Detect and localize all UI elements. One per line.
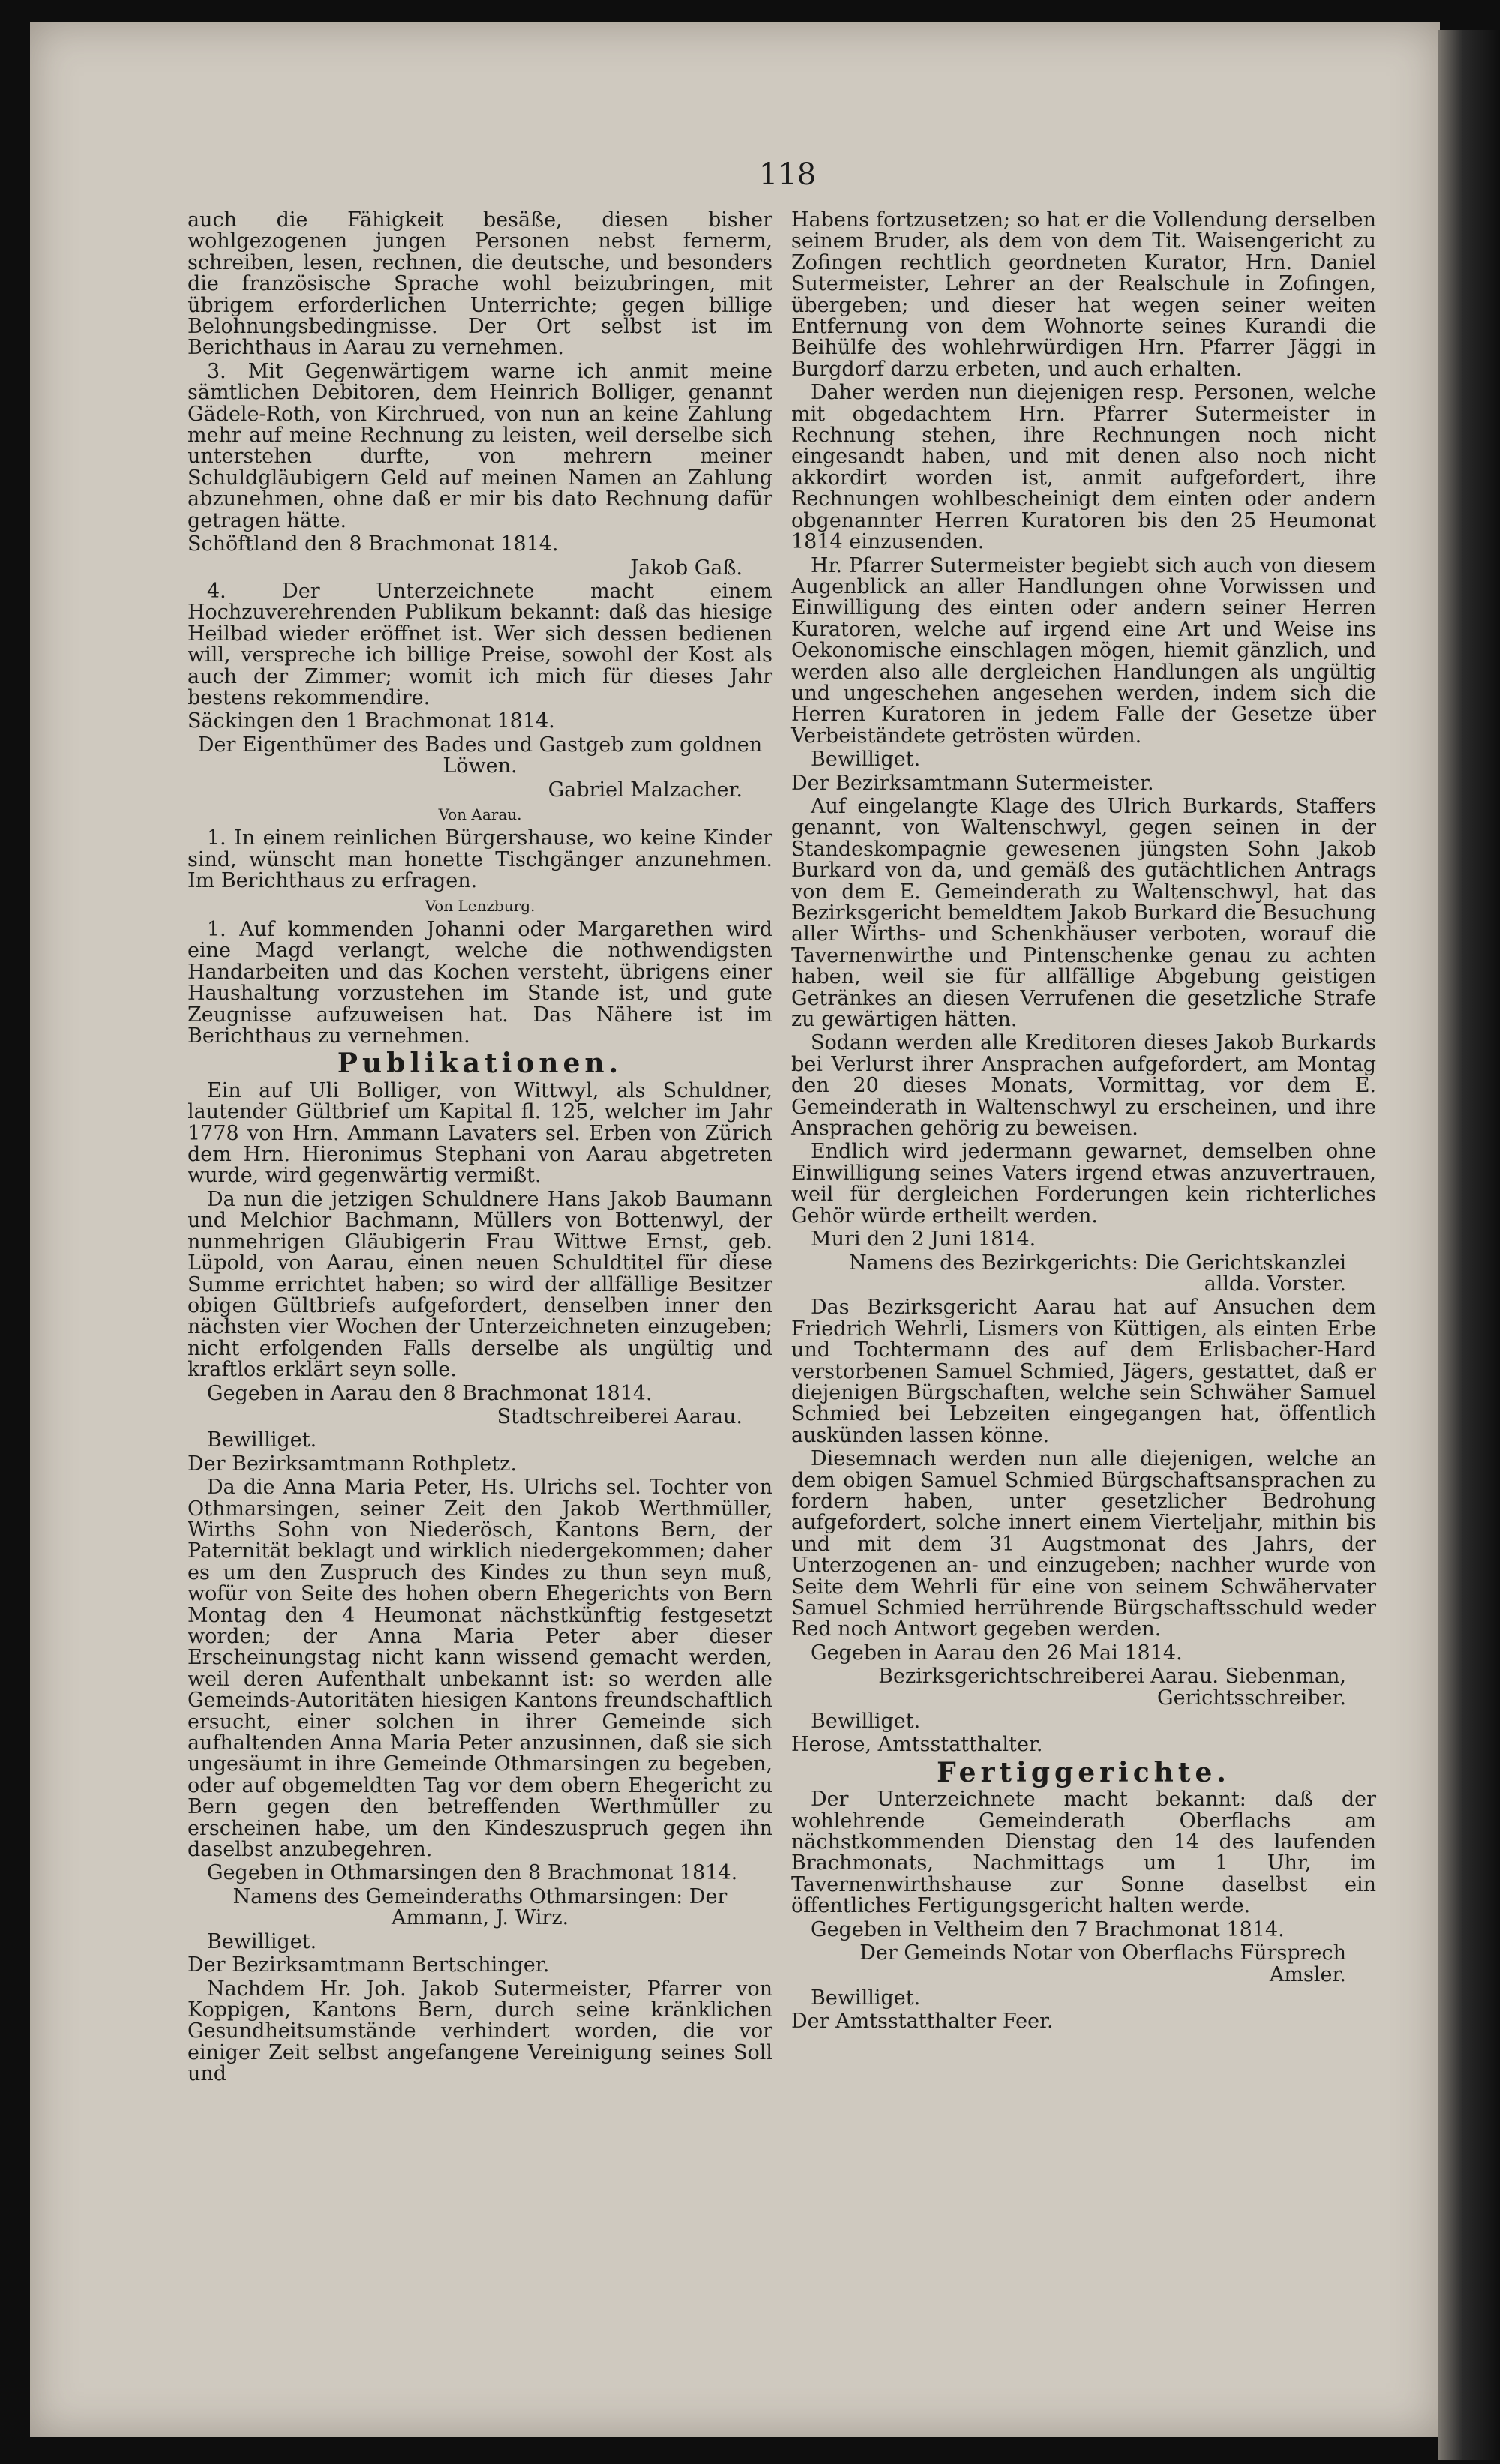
- paragraph: Herose, Amtsstatthalter.: [791, 1733, 1043, 1757]
- right-column: [791, 210, 1376, 2035]
- signature: Namens des Bezirkgerichts: Die Gerichtskanzlei allda. Vorster.: [849, 1251, 1346, 1296]
- paragraph: Da nun die jetzigen Schuldnere Hans Jakob Baumann und Melchior Bachmann, Müllers von Bottenwyl, der nunmehrigen Gläubigerin Frau Wittwe Ernst, geb. Lüpold, von Aarau, einen neuen Schuldtitel für diese Summe errichtet haben; so wird der allfällige Besitzer obigen Gültbriefs aufgefordert, denselben inner den nächsten vier Wochen der Unterzeichneten einzugeben; nicht erfolgenden Falls derselbe als ungültig und kraftlos erklärt seyn solle.: [188, 1187, 772, 1382]
- paragraph: Da die Anna Maria Peter, Hs. Ulrichs sel. Tochter von Othmarsingen, seiner Zeit den Jakob Werthmüller, Wirths Sohn von Niederösch, Kantons Bern, der Paternität beklagt und wirklich niedergekommen; daher es um den Zuspruch des Kindes zu thun seyn muß, wofür von Seite des hohen obern Ehegerichts von Bern Montag den 4 Heumonat nächstkünftig festgesetzt worden; der Anna Maria Peter aber dieser Erscheinungstag nicht kann wissend gemacht werden, weil deren Aufenthalt unbekannt ist: so werden alle Gemeinds-Autoritäten hiesigen Kantons freundschaftlich ersucht, einer solchen in ihrer Gemeinde sich aufhaltenden Anna Maria Peter anzusinnen, daß sie sich ungesäumt in ihre Gemeinde Othmarsingen zu begeben, oder auf obgemeldten Tag vor dem obern Ehegericht zu Bern gegen den betreffenden Werthmüller zu erscheinen habe, um den Kindeszuspruch gegen ihn daselbst anzubegehren.: [188, 1476, 772, 1862]
- signature: Stadtschreiberei Aarau.: [496, 1404, 742, 1428]
- section-heading: Publikationen.: [337, 1048, 623, 1080]
- paragraph: Sodann werden alle Kreditoren dieses Jakob Burkards bei Verlurst ihrer Ansprachen aufgefordert, am Montag den 20 dieses Monats, Vormittag, vor dem E. Gemeinderath in Waltenschwyl zu erscheinen, und ihre Ansprachen gehörig zu beweisen.: [791, 1031, 1376, 1141]
- paragraph: Gegeben in Othmarsingen den 8 Brachmonat 1814.: [207, 1861, 738, 1885]
- paragraph: Der Bezirksamtmann Bertschinger.: [188, 1953, 550, 1977]
- paragraph: Bewilliget.: [207, 1428, 317, 1452]
- paragraph: Gegeben in Veltheim den 7 Brachmonat 1814.: [811, 1917, 1285, 1941]
- paragraph: Endlich wird jedermann gewarnet, demselben ohne Einwilligung seines Vaters irgend etwas anzuvertrauen, weil für dergleichen Forderungen kein richterliches Gehör würde ertheilt werden.: [791, 1140, 1376, 1228]
- signature: Der Eigenthümer des Bades und Gastgeb zum goldnen Löwen.: [197, 733, 763, 778]
- paragraph: Hr. Pfarrer Sutermeister begiebt sich auch von diesem Augenblick an aller Handlungen ohne Vorwissen und Einwilligung des einten oder andern seiner Herren Kuratoren, welche auf irgend eine Art und Weise ins Oekonomische einschlagen mögen, hiemit gänzlich, und werden also alle dergleichen Handlungen als ungültig und ungeschehen angesehen werden, indem sich die Herren Kuratoren in jedem Falle der Gesetze über Verbeiständete getrösten würden.: [791, 553, 1376, 748]
- paragraph: 3. Mit Gegenwärtigem warne ich anmit meine sämtlichen Debitoren, dem Heinrich Bolliger, genannt Gädele-Roth, von Kirchrued, von nun an keine Zahlung mehr auf meine Rechnung zu leisten, weil derselbe sich unterstehen durfte, von mehrern meiner Schuldgläubigern Geld auf meinen Namen an Zahlung abzunehmen, ohne daß er mir bis dato Rechnung dafür getragen hätte.: [188, 359, 772, 532]
- paragraph: 4. Der Unterzeichnete macht einem Hochzuverehrenden Publikum bekannt: daß das hiesige Heilbad wieder eröffnet ist. Wer sich dessen bedienen will, verspreche ich billige Preise, sowohl der Kost als auch der Zimmer; womit ich mich für dieses Jahr bestens rekommendire.: [188, 579, 772, 709]
- paragraph: Schöftland den 8 Brachmonat 1814.: [188, 532, 559, 556]
- signature: Bezirksgerichtschreiberei Aarau. Siebenman, Gerichtsschreiber.: [878, 1665, 1346, 1710]
- paragraph: Säckingen den 1 Brachmonat 1814.: [188, 709, 555, 733]
- paragraph: Der Amtsstatthalter Feer.: [791, 2010, 1054, 2034]
- left-column: [188, 210, 772, 2088]
- paragraph: Habens fortzusetzen; so hat er die Vollendung derselben seinem Bruder, als dem von dem Tit. Waisengericht zu Zofingen rechtlich geordneten Kurator, Hrn. Daniel Sutermeister, Lehrer an der Realschule in Zofingen, übergeben; und dieser hat wegen seiner weiten Entfernung von dem Wohnorte seines Kurandi die Beihülfe des wohlehrwürdigen Hrn. Pfarrer Jäggi in Burgdorf darzu erbeten, und auch erhalten.: [791, 208, 1376, 381]
- paragraph: Ein auf Uli Bolliger, von Wittwyl, als Schuldner, lautender Gültbrief um Kapital fl. 125, welcher im Jahr 1778 von Hrn. Ammann Lavaters sel. Erben von Zürich dem Hrn. Hieronimus Stephani von Aarau abgetreten wurde, wird gegenwärtig vermißt.: [188, 1078, 772, 1188]
- paragraph: Muri den 2 Juni 1814.: [811, 1228, 1036, 1251]
- signature: Gabriel Malzacher.: [548, 778, 742, 802]
- signature: Der Gemeinds Notar von Oberflachs Fürsprech Amsler.: [860, 1941, 1346, 1986]
- paragraph: Gegeben in Aarau den 26 Mai 1814.: [811, 1641, 1183, 1665]
- paragraph: Diesemnach werden nun alle diejenigen, welche an dem obigen Samuel Schmied Bürgschaftsansprachen zu fordern haben, unter gesetzlicher Bedrohung aufgefordert, solche innert einem Vierteljahr, mithin bis und mit dem 31 Augstmonat des Jahrs, der Unterzogenen an- und einzugeben; nachher wurde von Seite dem Wehrli für eine von seinem Schwähervater Samuel Schmied herrührende Bürgschaftsschuld weder Red noch Antwort gegeben werden.: [791, 1447, 1376, 1641]
- paragraph: Auf eingelangte Klage des Ulrich Burkards, Staffers genannt, von Waltenschwyl, gegen seinen in der Standeskompagnie gewesenen jüngsten Sohn Jakob Burkard von da, und gemäß des gutächtlichen Antrags von dem E. Gemeinderath zu Waltenschwyl, hat das Bezirksgericht bemeldtem Jakob Burkard die Besuchung aller Wirths- und Schenkhäuser verboten, worauf die Tavernenwirthe und Pintenschenke genau zu achten haben, weil sie für allfällige Abgebung geistigen Getränkes an diesen Verrufenen die gesetzliche Strafe zu gewärtigen hätten.: [791, 794, 1376, 1032]
- paragraph: Der Bezirksamtmann Rothpletz.: [188, 1452, 517, 1476]
- page-number: 118: [758, 157, 817, 192]
- paragraph: Gegeben in Aarau den 8 Brachmonat 1814.: [207, 1381, 652, 1405]
- place-heading: Von Aarau.: [438, 805, 522, 823]
- paragraph: Nachdem Hr. Joh. Jakob Sutermeister, Pfarrer von Koppigen, Kantons Bern, durch seine kränklichen Gesundheitsumstände verhindert worden, die vor einiger Zeit selbst angefangene Vereinigung seines Soll und: [188, 1977, 772, 2086]
- paragraph: Das Bezirksgericht Aarau hat auf Ansuchen dem Friedrich Wehrli, Lismers von Küttigen, als einten Erbe und Tochtermann des auf dem Erlisbacher-Hard verstorbenen Samuel Schmied, Jägers, gestattet, daß er diejenigen Bürgschaften, welche sein Schwäher Samuel Schmied bei Lebzeiten eingegangen hat, öffentlich auskünden lassen könne.: [791, 1296, 1376, 1447]
- signature: Namens des Gemeinderaths Othmarsingen: Der Ammann, J. Wirz.: [232, 1884, 728, 1930]
- place-heading: Von Lenzburg.: [424, 896, 536, 915]
- signature: Jakob Gaß.: [630, 556, 742, 580]
- paragraph: 1. In einem reinlichen Bürgershause, wo keine Kinder sind, wünscht man honette Tischgänger anzunehmen. Im Berichthaus zu erfragen.: [188, 826, 772, 893]
- paragraph: Der Unterzeichnete macht bekannt: daß der wohlehrende Gemeinderath Oberflachs am nächstkommenden Dienstag den 14 des laufenden Brachmonats, Nachmittags um 1 Uhr, im Tavernenwirthshause zur Sonne daselbst ein öffentliches Fertigungsgericht halten werde.: [791, 1788, 1376, 1918]
- paragraph: 1. Auf kommenden Johanni oder Margarethen wird eine Magd verlangt, welche die nothwendigsten Handarbeiten und das Kochen versteht, übrigens einer Haushaltung vorzustehen im Stande ist, und gute Zeugnisse aufzuweisen hat. Das Nähere ist im Berichthaus zu vernehmen.: [188, 918, 772, 1048]
- paragraph: Bewilliget.: [811, 748, 921, 772]
- paragraph: Der Bezirksamtmann Sutermeister.: [791, 771, 1154, 795]
- paragraph: Daher werden nun diejenigen resp. Personen, welche mit obgedachtem Hrn. Pfarrer Sutermeister in Rechnung stehen, ihre Rechnungen noch nicht eingesandt haben, und mit denen also noch nicht akkordirt worden ist, anmit aufgefordert, ihre Rechnungen wohlbescheinigt dem einten oder andern obgenannter Herren Kuratoren bis den 25 Heumonat 1814 einzusenden.: [791, 381, 1376, 554]
- paragraph: Bewilliget.: [811, 1986, 921, 2010]
- page-edge: [1438, 30, 1500, 2460]
- paragraph: Bewilliget.: [811, 1710, 921, 1734]
- paragraph: Bewilliget.: [207, 1929, 317, 1953]
- paragraph: auch die Fähigkeit besäße, diesen bisher wohlgezogenen jungen Personen nebst fernerm, schreiben, lesen, rechnen, die deutsche, und besonders die französische Sprache wohl beizubringen, mit übrigem erforderlichen Unterrichte; gegen billige Belohnungsbedingnisse. Der Ort selbst ist im Berichthaus in Aarau zu vernehmen.: [188, 208, 772, 360]
- section-heading: Fertiggerichte.: [937, 1756, 1231, 1788]
